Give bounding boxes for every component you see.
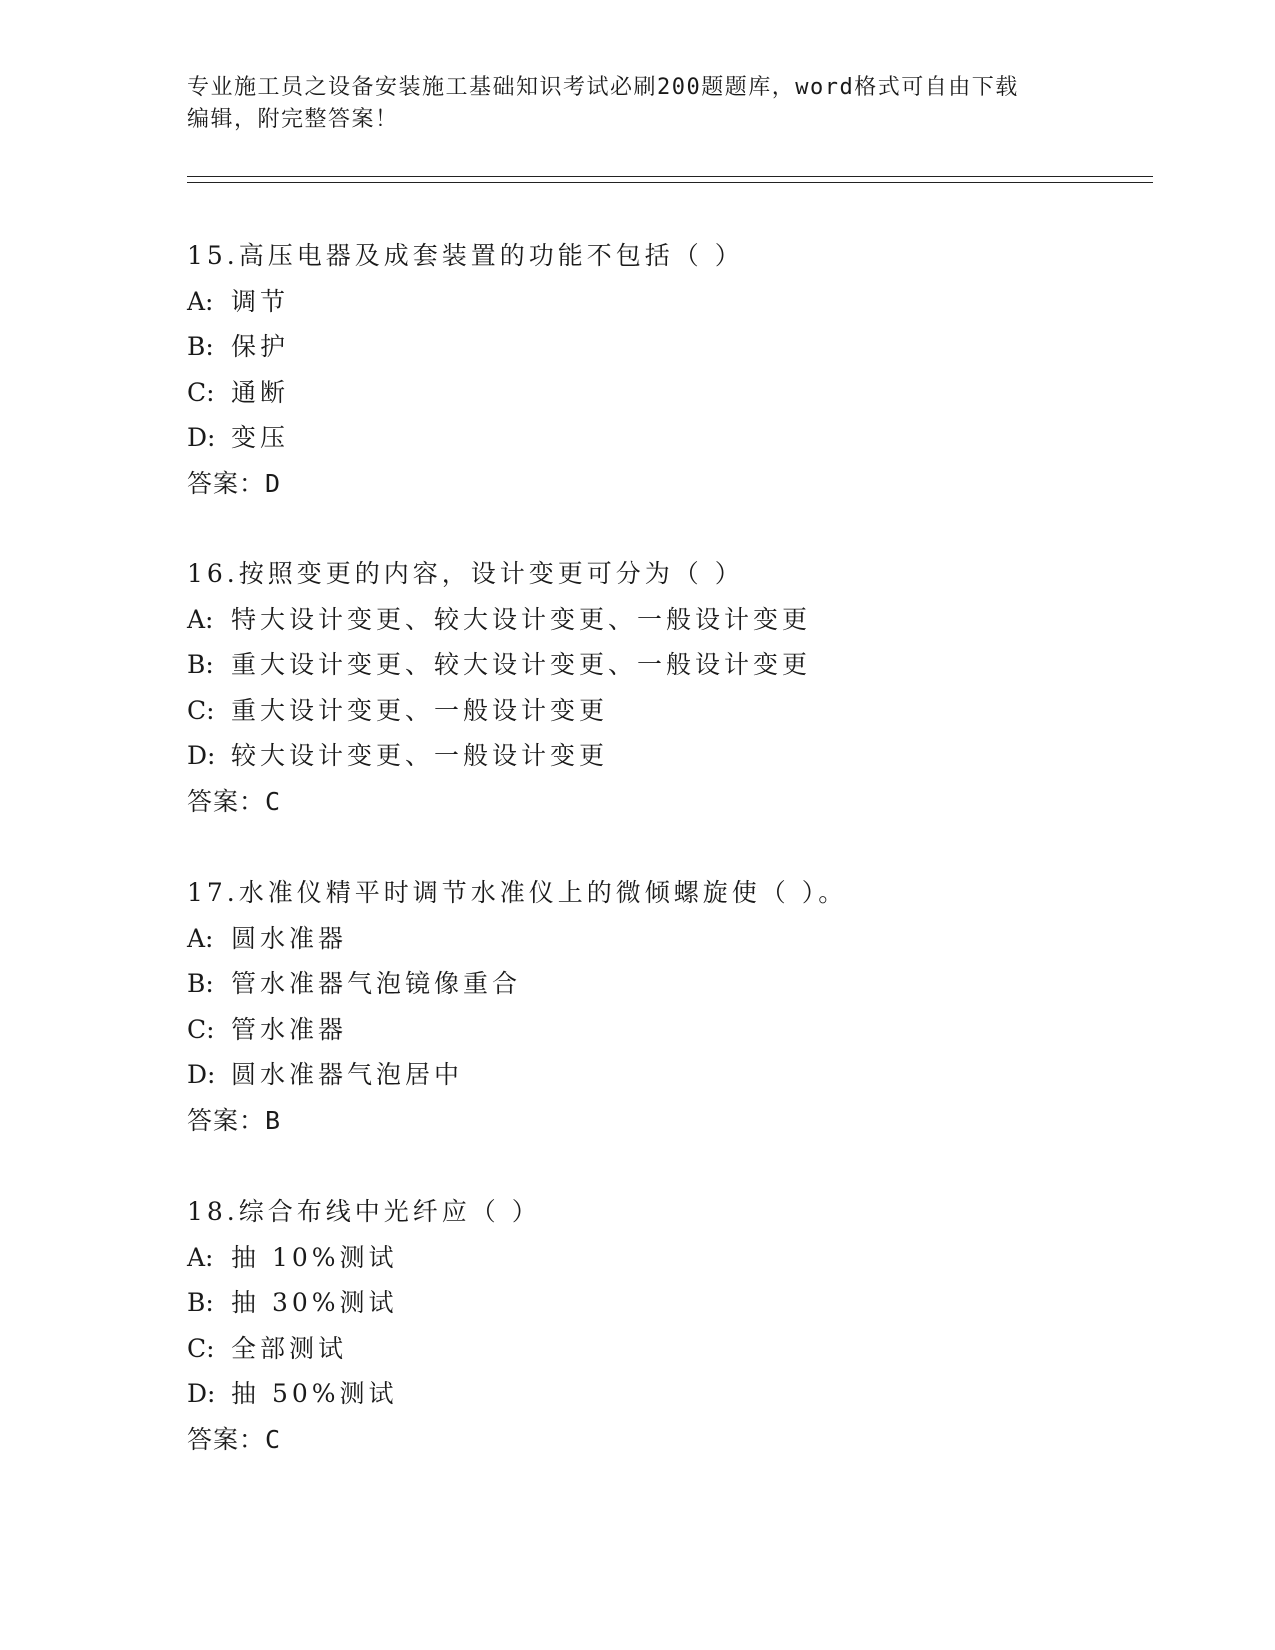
option-text: 特大设计变更、较大设计变更、一般设计变更 [231,604,812,634]
option-letter: D: [187,741,216,770]
question-stem: 18.综合布线中光纤应（ ） [187,1197,541,1226]
option-d [187,733,1087,779]
option-letter: A: [187,604,214,634]
option-a [187,1235,1087,1281]
option-text: 变压 [231,423,290,452]
question-17 [187,870,1087,1143]
option-c [187,1326,1087,1372]
question-stem: 17.水准仪精平时调节水准仪上的微倾螺旋使（ ）。 [187,878,848,907]
question-16 [187,551,1087,824]
option-text: 全部测试 [231,1333,348,1363]
option-text: 抽 10%测试 [231,1242,398,1272]
option-d [187,1052,1087,1098]
answer-line: 答案：C [187,1424,282,1454]
option-letter: C: [187,1014,215,1044]
option-a [187,597,1087,643]
option-b [187,961,1087,1007]
document-header [187,72,1067,136]
answer-line: 答案：B [187,1105,282,1135]
option-text: 调节 [231,286,290,316]
option-text: 通断 [231,377,290,407]
option-text: 重大设计变更、较大设计变更、一般设计变更 [231,650,812,679]
option-letter: D: [187,1379,216,1408]
option-a [187,279,1087,325]
question-18 [187,1189,1087,1462]
option-c [187,1007,1087,1053]
option-letter: B: [187,332,214,361]
option-a [187,916,1087,962]
option-letter: B: [187,650,214,679]
option-d [187,415,1087,461]
question-15 [187,233,1087,506]
option-letter: B: [187,969,214,998]
option-c [187,370,1087,416]
option-letter: D: [187,1060,216,1089]
option-letter: B: [187,1288,214,1317]
option-letter: D: [187,423,216,452]
answer-line: 答案：C [187,786,282,816]
header-divider-bottom [187,182,1153,183]
header-line-1: 专业施工员之设备安装施工基础知识考试必刷200题题库，word格式可自由下载 [187,75,1019,100]
option-text: 较大设计变更、一般设计变更 [231,741,609,770]
header-divider-top [187,176,1153,177]
option-letter: C: [187,1333,215,1363]
option-text: 圆水准器 [231,923,348,953]
option-text: 管水准器 [231,1014,348,1044]
option-c [187,688,1087,734]
option-text: 管水准器气泡镜像重合 [231,969,522,998]
option-text: 圆水准器气泡居中 [231,1060,464,1089]
option-b [187,324,1087,370]
option-text: 保护 [231,332,290,361]
option-letter: A: [187,1242,214,1272]
option-letter: C: [187,695,215,725]
question-stem: 15.高压电器及成套装置的功能不包括（ ） [187,241,744,270]
option-letter: C: [187,377,215,407]
option-text: 抽 50%测试 [231,1379,398,1408]
option-text: 抽 30%测试 [231,1288,398,1317]
header-line-2: 编辑，附完整答案！ [187,107,399,132]
option-b [187,1280,1087,1326]
option-d [187,1371,1087,1417]
option-b [187,642,1087,688]
option-text: 重大设计变更、一般设计变更 [231,695,609,725]
option-letter: A: [187,923,214,953]
answer-line: 答案：D [187,468,282,498]
option-letter: A: [187,286,214,316]
question-stem: 16.按照变更的内容，设计变更可分为（ ） [187,559,744,588]
